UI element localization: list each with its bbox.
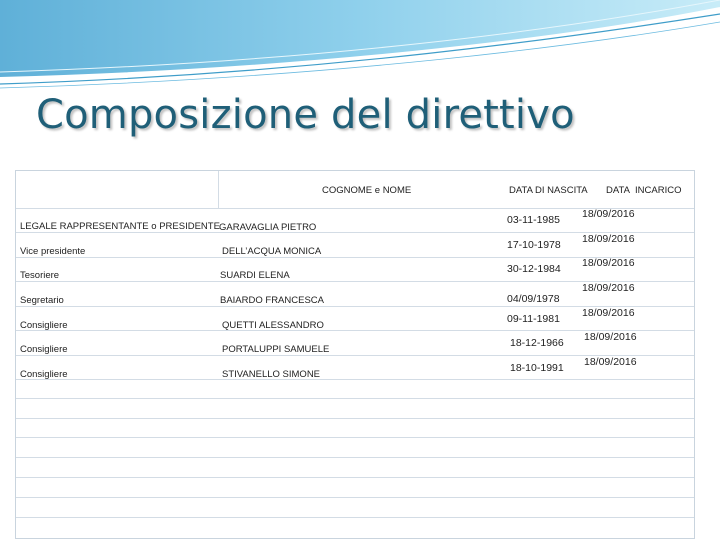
- cell-nome: DELL’ACQUA MONICA: [222, 246, 322, 257]
- header-data-incarico: DATA INCARICO: [606, 185, 682, 196]
- cell-nome: QUETTI ALESSANDRO: [222, 320, 324, 331]
- cell-data-incarico: 18/09/2016: [582, 282, 635, 294]
- cell-data-nascita: 30-12-1984: [507, 263, 561, 275]
- cell-data-nascita: 17-10-1978: [507, 239, 561, 251]
- cell-nome: STIVANELLO SIMONE: [222, 369, 321, 380]
- cell-ruolo: Segretario: [20, 295, 64, 306]
- cell-nome: GARAVAGLIA PIETRO: [219, 222, 317, 233]
- row-divider: [16, 398, 694, 399]
- cell-nome: BAIARDO FRANCESCA: [220, 295, 324, 306]
- cell-ruolo: Consigliere: [20, 369, 68, 380]
- cell-data-incarico: 18/09/2016: [584, 356, 637, 368]
- cell-ruolo: Tesoriere: [20, 270, 60, 281]
- row-divider: [16, 457, 694, 458]
- cell-nome: SUARDI ELENA: [220, 270, 290, 281]
- cell-data-incarico: 18/09/2016: [584, 331, 637, 343]
- cell-data-nascita: 18-10-1991: [510, 362, 564, 374]
- header-data-nascita: DATA DI NASCITA: [509, 185, 588, 196]
- cell-ruolo: Consigliere: [20, 320, 68, 331]
- cell-nome: PORTALUPPI SAMUELE: [222, 344, 330, 355]
- row-divider: [16, 418, 694, 419]
- cell-data-incarico: 18/09/2016: [582, 233, 635, 245]
- cell-data-nascita: 09-11-1981: [507, 313, 560, 325]
- column-divider: [218, 171, 219, 209]
- header-cognome-nome: COGNOME e NOME: [322, 185, 412, 196]
- cell-ruolo: Consigliere: [20, 344, 68, 355]
- page-title: Composizione del direttivo: [36, 92, 575, 138]
- row-divider: [16, 477, 694, 478]
- row-divider: [16, 437, 694, 438]
- row-divider: [16, 497, 694, 498]
- cell-data-incarico: 18/09/2016: [582, 307, 635, 319]
- cell-data-nascita: 03-11-1985: [507, 214, 560, 226]
- cell-data-nascita: 18-12-1966: [510, 337, 564, 349]
- cell-data-incarico: 18/09/2016: [582, 257, 635, 269]
- row-divider: [16, 517, 694, 518]
- cell-data-incarico: 18/09/2016: [582, 208, 635, 220]
- row-divider: [16, 379, 694, 380]
- cell-ruolo: LEGALE RAPPRESENTANTE o PRESIDENTE: [20, 221, 220, 232]
- cell-data-nascita: 04/09/1978: [507, 293, 560, 305]
- cell-ruolo: Vice presidente: [20, 246, 86, 257]
